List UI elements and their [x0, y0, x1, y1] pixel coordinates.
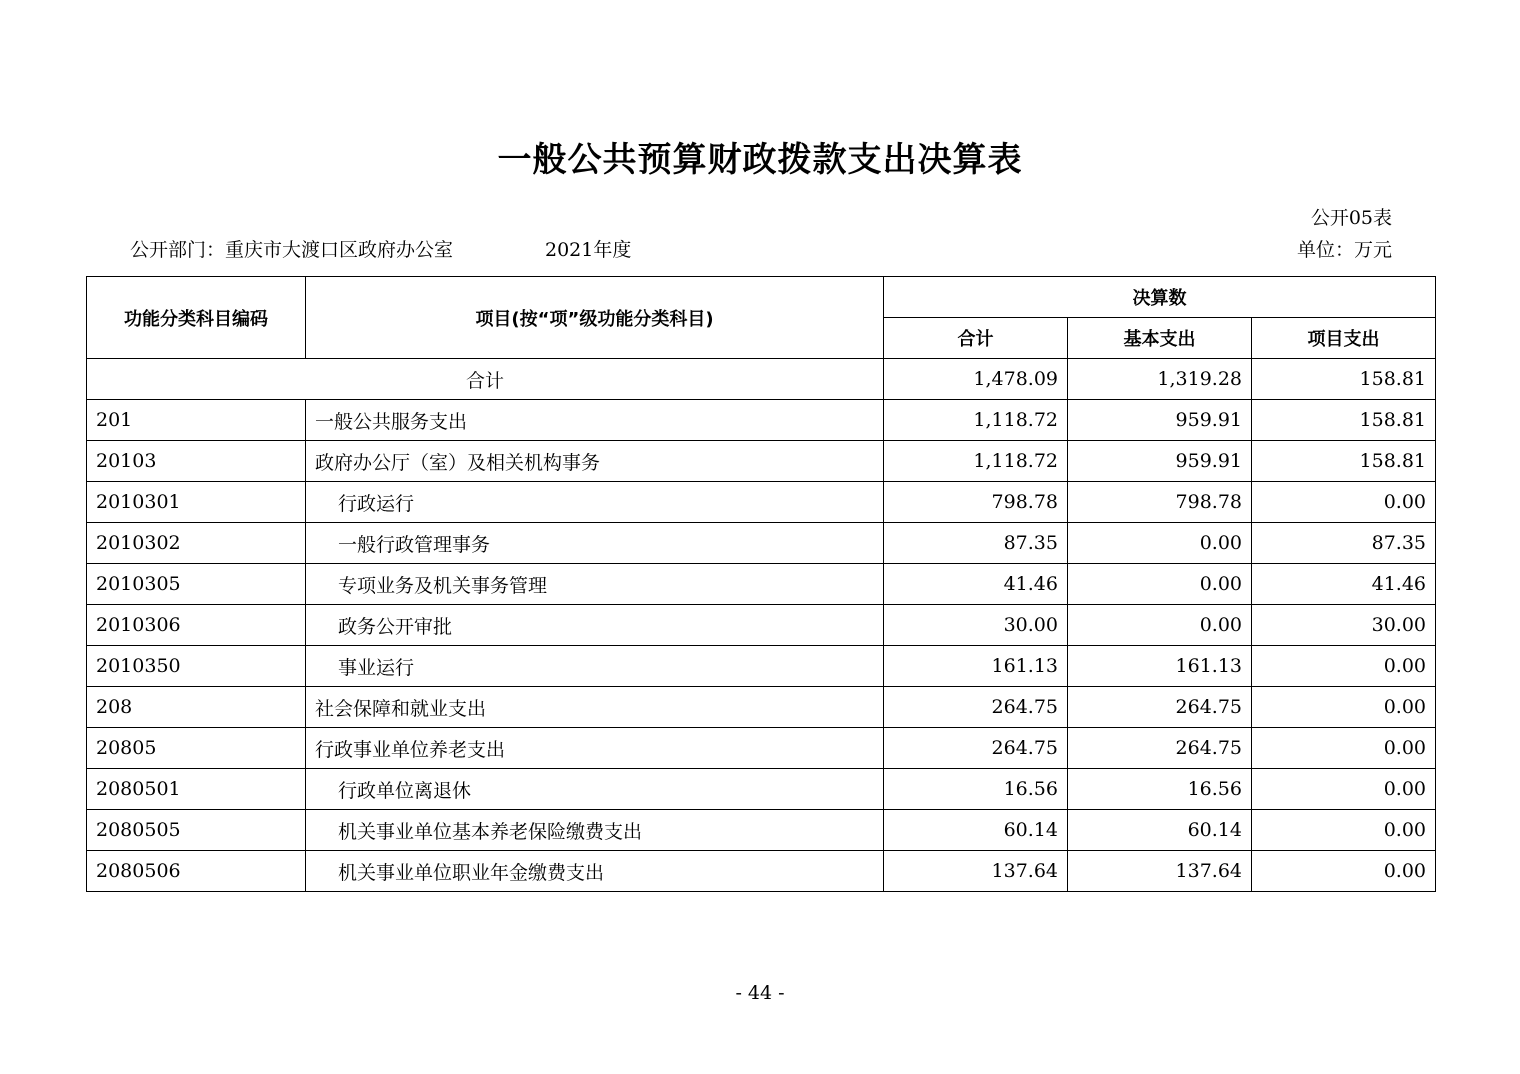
row-code: 2010301 [87, 482, 306, 523]
row-code: 201 [87, 400, 306, 441]
row-name: 社会保障和就业支出 [306, 687, 884, 728]
table-row [87, 646, 1436, 687]
header-group: 决算数 [884, 277, 1436, 318]
table-row [87, 400, 1436, 441]
row-name: 政府办公厅（室）及相关机构事务 [306, 441, 884, 482]
row-project: 0.00 [1252, 687, 1436, 728]
page-number: - 44 - [735, 982, 785, 1004]
table-row [87, 441, 1436, 482]
row-code: 20103 [87, 441, 306, 482]
total-row-label: 合计 [87, 359, 884, 400]
table-row [87, 482, 1436, 523]
total-row-basic: 1,319.28 [1068, 359, 1252, 400]
row-code: 2080506 [87, 851, 306, 892]
row-project: 0.00 [1252, 851, 1436, 892]
row-code: 2010302 [87, 523, 306, 564]
row-code: 2010305 [87, 564, 306, 605]
row-total: 1,118.72 [884, 400, 1068, 441]
row-basic: 137.64 [1068, 851, 1252, 892]
unit-label: 单位：万元 [1296, 239, 1392, 261]
row-name: 机关事业单位职业年金缴费支出 [306, 851, 884, 892]
row-code: 20805 [87, 728, 306, 769]
row-total: 60.14 [884, 810, 1068, 851]
row-project: 158.81 [1252, 400, 1436, 441]
row-project: 0.00 [1252, 482, 1436, 523]
row-project: 87.35 [1252, 523, 1436, 564]
row-total: 87.35 [884, 523, 1068, 564]
total-row-total: 1,478.09 [884, 359, 1068, 400]
row-name: 政务公开审批 [306, 605, 884, 646]
total-row [87, 359, 1436, 400]
row-name: 一般公共服务支出 [306, 400, 884, 441]
table-row [87, 769, 1436, 810]
row-total: 1,118.72 [884, 441, 1068, 482]
header-project: 项目支出 [1252, 318, 1436, 359]
row-name: 行政事业单位养老支出 [306, 728, 884, 769]
row-name: 事业运行 [306, 646, 884, 687]
budget-table [86, 276, 1436, 892]
row-total: 16.56 [884, 769, 1068, 810]
row-code: 2010350 [87, 646, 306, 687]
row-basic: 264.75 [1068, 728, 1252, 769]
row-project: 158.81 [1252, 441, 1436, 482]
table-row [87, 564, 1436, 605]
header-total: 合计 [884, 318, 1068, 359]
row-project: 0.00 [1252, 810, 1436, 851]
row-project: 0.00 [1252, 646, 1436, 687]
table-row [87, 728, 1436, 769]
total-row-project: 158.81 [1252, 359, 1436, 400]
row-code: 208 [87, 687, 306, 728]
row-total: 264.75 [884, 687, 1068, 728]
row-basic: 959.91 [1068, 400, 1252, 441]
table-row [87, 810, 1436, 851]
header-item: 项目(按“项”级功能分类科目) [306, 277, 884, 359]
document-title: 一般公共预算财政拨款支出决算表 [497, 140, 1023, 180]
row-total: 798.78 [884, 482, 1068, 523]
row-basic: 959.91 [1068, 441, 1252, 482]
row-basic: 0.00 [1068, 605, 1252, 646]
row-project: 41.46 [1252, 564, 1436, 605]
row-total: 41.46 [884, 564, 1068, 605]
row-basic: 161.13 [1068, 646, 1252, 687]
row-basic: 60.14 [1068, 810, 1252, 851]
row-name: 机关事业单位基本养老保险缴费支出 [306, 810, 884, 851]
row-name: 一般行政管理事务 [306, 523, 884, 564]
row-basic: 264.75 [1068, 687, 1252, 728]
row-basic: 798.78 [1068, 482, 1252, 523]
row-basic: 0.00 [1068, 523, 1252, 564]
table-row [87, 687, 1436, 728]
row-project: 0.00 [1252, 769, 1436, 810]
row-basic: 0.00 [1068, 564, 1252, 605]
row-basic: 16.56 [1068, 769, 1252, 810]
row-project: 0.00 [1252, 728, 1436, 769]
header-basic: 基本支出 [1068, 318, 1252, 359]
header-code: 功能分类科目编码 [87, 277, 306, 359]
table-number: 公开05表 [1310, 207, 1392, 229]
table-row [87, 851, 1436, 892]
row-total: 264.75 [884, 728, 1068, 769]
row-code: 2010306 [87, 605, 306, 646]
row-code: 2080505 [87, 810, 306, 851]
row-name: 行政单位离退休 [306, 769, 884, 810]
row-name: 专项业务及机关事务管理 [306, 564, 884, 605]
row-name: 行政运行 [306, 482, 884, 523]
table-row [87, 605, 1436, 646]
row-total: 161.13 [884, 646, 1068, 687]
row-total: 30.00 [884, 605, 1068, 646]
row-code: 2080501 [87, 769, 306, 810]
row-total: 137.64 [884, 851, 1068, 892]
row-project: 30.00 [1252, 605, 1436, 646]
department-label: 公开部门：重庆市大渡口区政府办公室 [130, 239, 454, 261]
fiscal-year: 2021年度 [545, 239, 632, 261]
table-row [87, 523, 1436, 564]
